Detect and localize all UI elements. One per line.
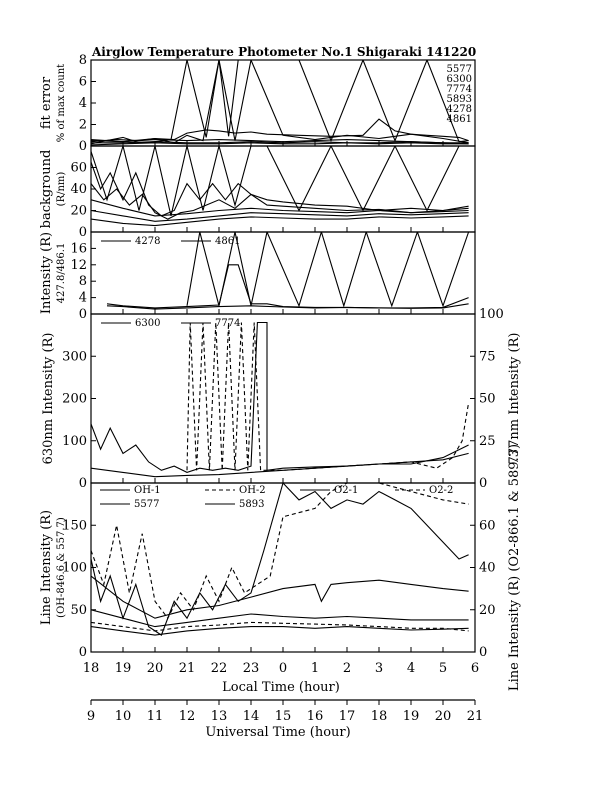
background-series-s1 bbox=[91, 162, 469, 216]
ut-tick-label: 19 bbox=[402, 709, 420, 724]
line-intensity-legend-label: OH-2 bbox=[239, 485, 266, 496]
background-series-group bbox=[91, 146, 469, 226]
line-intensity-ytick-right-label: 40 bbox=[479, 560, 496, 576]
local-time-tick-label: 2 bbox=[342, 661, 352, 676]
ut-tick-label: 11 bbox=[146, 709, 164, 724]
blue-intensity-ytick-label: 8 bbox=[78, 274, 87, 290]
ut-tick-label: 17 bbox=[338, 709, 356, 724]
background-ylabel: (R/nm) bbox=[56, 171, 67, 207]
fit-error-legend-right-label: 4278 bbox=[446, 104, 472, 115]
line-intensity-ylabel: (OH-846.6 & 557.7) bbox=[56, 517, 67, 618]
local-time-tick-label: 6 bbox=[470, 661, 480, 676]
ut-tick-label: 16 bbox=[306, 709, 324, 724]
line-intensity-legend-label: O2-1 bbox=[334, 485, 359, 496]
ut-tick-label: 18 bbox=[370, 709, 388, 724]
background-frame bbox=[91, 146, 475, 232]
local-time-tick-label: 23 bbox=[242, 661, 260, 676]
line-intensity-ytick-label: 100 bbox=[62, 560, 87, 576]
ut-tick-label: 21 bbox=[466, 709, 484, 724]
ut-tick-label: 9 bbox=[86, 709, 96, 724]
background-ylabel: background bbox=[39, 149, 54, 229]
local-time-tick-label: 1 bbox=[310, 661, 320, 676]
red-green-ylabel-right: 777nm Intensity (R) bbox=[507, 332, 522, 465]
local-time-tick-label: 21 bbox=[178, 661, 196, 676]
line-intensity-ytick-right-label: 60 bbox=[479, 518, 496, 534]
local-time-tick-label: 20 bbox=[146, 661, 164, 676]
ut-tick-label: 15 bbox=[274, 709, 292, 724]
red-green-frame bbox=[91, 314, 475, 483]
universal-time-axis-label: Universal Time (hour) bbox=[205, 725, 351, 740]
fit-error-series-group bbox=[91, 60, 469, 145]
blue-intensity-legend-label: 4278 bbox=[135, 236, 161, 247]
red-green-ytick-right-label: 25 bbox=[479, 433, 496, 449]
red-green-ylabel: 630nm Intensity (R) bbox=[41, 332, 56, 465]
ut-tick-label: 20 bbox=[434, 709, 452, 724]
line-intensity-legend-label: 5893 bbox=[239, 499, 265, 510]
blue-intensity-legend-label: 4861 bbox=[215, 236, 241, 247]
line-intensity-legend-label: OH-1 bbox=[134, 485, 161, 496]
ut-tick-label: 10 bbox=[114, 709, 132, 724]
red-green-ytick-right-label: 100 bbox=[479, 307, 504, 322]
ut-tick-label: 13 bbox=[210, 709, 228, 724]
fit-error-series-6300 bbox=[91, 60, 469, 144]
local-time-tick-label: 18 bbox=[82, 661, 100, 676]
local-time-tick-label: 19 bbox=[114, 661, 132, 676]
background-series-s5 bbox=[91, 216, 469, 226]
line-intensity-ytick-right-label: 0 bbox=[479, 645, 488, 660]
red-green-ytick-label: 200 bbox=[62, 391, 87, 407]
blue-intensity-ylabel: 427.8/486.1 bbox=[56, 242, 67, 304]
fit-error-series-7774 bbox=[91, 60, 469, 143]
fit-error-series-5577 bbox=[91, 119, 469, 142]
red-green-series-7774 bbox=[187, 323, 469, 471]
ut-tick-label: 12 bbox=[178, 709, 196, 724]
fit-error-ytick-label: 6 bbox=[78, 74, 87, 90]
red-green-series-6300 bbox=[91, 323, 469, 473]
red-green-ytick-right-label: 50 bbox=[479, 391, 496, 407]
line-intensity-series-O2-1 bbox=[91, 576, 469, 618]
chart-panels bbox=[39, 53, 522, 724]
background-ytick-label: 0 bbox=[78, 225, 87, 240]
local-time-tick-label: 4 bbox=[406, 661, 416, 676]
line-intensity-ytick-label: 150 bbox=[62, 518, 87, 534]
ut-tick-label: 14 bbox=[242, 709, 260, 724]
fit-error-ytick-label: 2 bbox=[78, 117, 87, 133]
blue-intensity-ytick-label: 0 bbox=[78, 307, 87, 322]
line-intensity-ytick-right-label: 20 bbox=[479, 602, 496, 618]
red-green-series-other bbox=[91, 453, 469, 476]
blue-intensity-series-4278 bbox=[107, 265, 469, 308]
local-time-tick-label: 0 bbox=[278, 661, 288, 676]
blue-intensity-ylabel: Intensity (R) bbox=[39, 231, 54, 315]
fit-error-ytick-label: 8 bbox=[78, 53, 87, 68]
line-intensity-legend-label: O2-2 bbox=[429, 485, 454, 496]
chart-title: Airglow Temperature Photometer No.1 Shigaraki 141220 bbox=[92, 45, 477, 59]
fit-error-ytick-label: 0 bbox=[78, 139, 87, 154]
line-intensity-ytick-label: 0 bbox=[78, 645, 87, 660]
red-green-legend-label: 6300 bbox=[135, 318, 161, 329]
background-ytick-label: 20 bbox=[70, 203, 87, 219]
blue-intensity-ytick-label: 16 bbox=[70, 241, 87, 257]
blue-intensity-ytick-label: 4 bbox=[78, 290, 87, 306]
red-green-ytick-label: 300 bbox=[62, 349, 87, 365]
red-green-ytick-right-label: 0 bbox=[479, 476, 488, 491]
fit-error-legend-right-label: 4861 bbox=[446, 114, 472, 125]
blue-intensity-series-group bbox=[107, 232, 469, 309]
local-time-tick-label: 22 bbox=[210, 661, 228, 676]
line-intensity-ytick-label: 50 bbox=[70, 602, 87, 618]
local-time-tick-label: 5 bbox=[438, 661, 448, 676]
blue-intensity-ytick-label: 12 bbox=[70, 257, 87, 273]
background-ytick-label: 60 bbox=[70, 160, 87, 176]
fit-error-ytick-label: 4 bbox=[78, 96, 87, 111]
red-green-legend-label: 7774 bbox=[215, 318, 241, 329]
local-time-tick-label: 3 bbox=[374, 661, 384, 676]
local-time-axis-label: Local Time (hour) bbox=[222, 680, 340, 695]
background-ytick-label: 40 bbox=[70, 182, 87, 197]
red-green-ytick-label: 0 bbox=[78, 476, 87, 491]
fit-error-ylabel: % of max count bbox=[56, 63, 67, 143]
red-green-ytick-right-label: 75 bbox=[479, 349, 496, 365]
red-green-series-group bbox=[91, 323, 469, 477]
fit-error-legend-right-label: 6300 bbox=[446, 74, 472, 85]
red-green-ytick-label: 100 bbox=[62, 433, 87, 449]
fit-error-legend-right-label: 5577 bbox=[446, 64, 472, 75]
fit-error-legend-right-label: 7774 bbox=[446, 84, 472, 95]
fit-error-frame bbox=[91, 60, 475, 146]
line-intensity-legend-label: 5577 bbox=[134, 499, 160, 510]
line-intensity-ylabel-right: Line Intensity (R) (O2-866.1 & 589.3) bbox=[507, 443, 522, 692]
fit-error-ylabel: fit error bbox=[39, 76, 54, 130]
line-intensity-ylabel: Line Intensity (R) bbox=[39, 509, 54, 626]
fit-error-legend-right-label: 5893 bbox=[446, 94, 472, 105]
